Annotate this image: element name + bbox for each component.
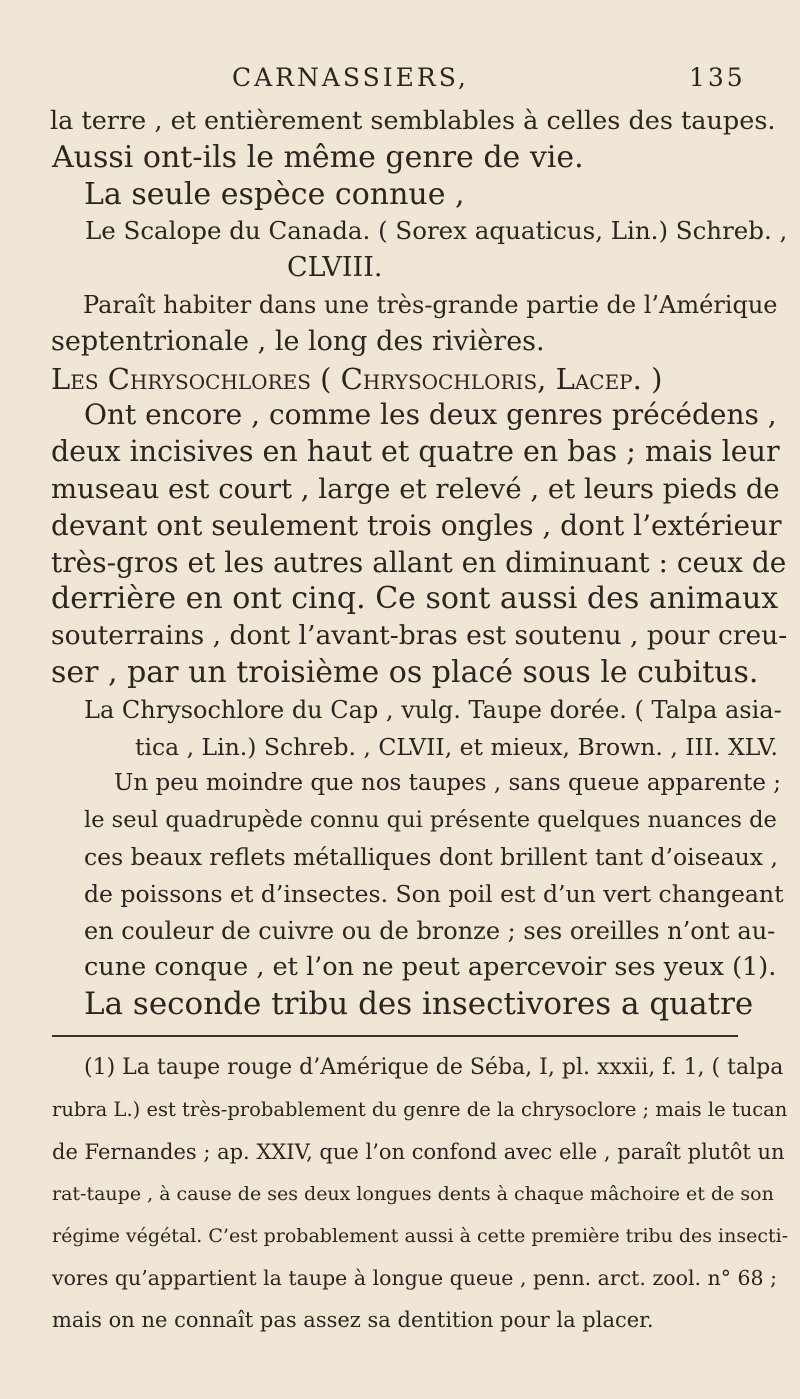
text-line: La seule espèce connue , <box>84 176 465 212</box>
text-line: en couleur de cuivre ou de bronze ; ses oreilles n’ont au- <box>84 916 776 945</box>
genus-heading: Les Chrysochlores ( Chrysochloris, Lacep. ) <box>51 361 663 396</box>
text-line: museau est court , large et relevé , et leurs pieds de <box>51 473 780 505</box>
text-line: Aussi ont-ils le même genre de vie. <box>52 139 584 175</box>
text-line: la terre , et entièrement semblables à celles des taupes. <box>50 106 776 136</box>
footnote-rule <box>52 1035 738 1037</box>
text-line: Un peu moindre que nos taupes , sans queue apparente ; <box>114 770 782 797</box>
page-number: 135 <box>689 63 746 92</box>
footnote-line: de Fernandes ; ap. XXIV, que l’on confond avec elle , paraît plutôt un <box>52 1140 785 1164</box>
footnote-line: rat-taupe , à cause de ses deux longues dents à chaque mâchoire et de son <box>52 1183 774 1205</box>
plate-reference: CLVIII. <box>287 252 383 284</box>
plate-reference: tica , Lin.) Schreb. , CLVII, et mieux, Brown. , III. XLV. <box>135 732 778 761</box>
footnote-line: mais on ne connaît pas assez sa dentition pour la placer. <box>52 1308 654 1332</box>
text-line: de poissons et d’insectes. Son poil est d’un vert changeant <box>84 879 784 908</box>
text-line: La seconde tribu des insectivores a quatre <box>84 986 754 1023</box>
text-line: Paraît habiter dans une très-grande partie de l’Amérique <box>83 291 778 319</box>
text-line: deux incisives en haut et quatre en bas ; mais leur <box>51 435 780 469</box>
text-line: derrière en ont cinq. Ce sont aussi des animaux <box>51 581 779 617</box>
footnote-line: régime végétal. C’est probablement aussi à cette première tribu des insecti- <box>52 1225 789 1247</box>
footnote-line: rubra L.) est très-probablement du genre de la chrysoclore ; mais le tucan <box>52 1098 788 1121</box>
running-title: CARNASSIERS, <box>232 63 469 92</box>
text-line: septentrionale , le long des rivières. <box>51 325 545 357</box>
text-line: devant ont seulement trois ongles , dont l’extérieur <box>51 508 782 542</box>
text-line: très-gros et les autres allant en diminuant : ceux de <box>51 545 787 579</box>
text-line: le seul quadrupède connu qui présente quelques nuances de <box>84 807 777 834</box>
footnote-line: (1) La taupe rouge d’Amérique de Séba, I, pl. xxxii, f. 1, ( talpa <box>84 1055 784 1080</box>
species-heading: Le Scalope du Canada. ( Sorex aquaticus, Lin.) Schreb. , <box>85 216 788 246</box>
footnote-line: vores qu’appartient la taupe à longue queue , penn. arct. zool. n° 68 ; <box>52 1266 778 1290</box>
text-line: cune conque , et l’on ne peut apercevoir ses yeux (1). <box>84 952 777 983</box>
text-line: ser , par un troisième os placé sous le cubitus. <box>51 655 759 690</box>
species-heading: La Chrysochlore du Cap , vulg. Taupe dorée. ( Talpa asia- <box>84 695 782 724</box>
text-line: Ont encore , comme les deux genres précédens , <box>84 398 777 432</box>
text-line: souterrains , dont l’avant-bras est soutenu , pour creu- <box>51 620 788 652</box>
text-line: ces beaux reflets métalliques dont brillent tant d’oiseaux , <box>84 843 778 871</box>
